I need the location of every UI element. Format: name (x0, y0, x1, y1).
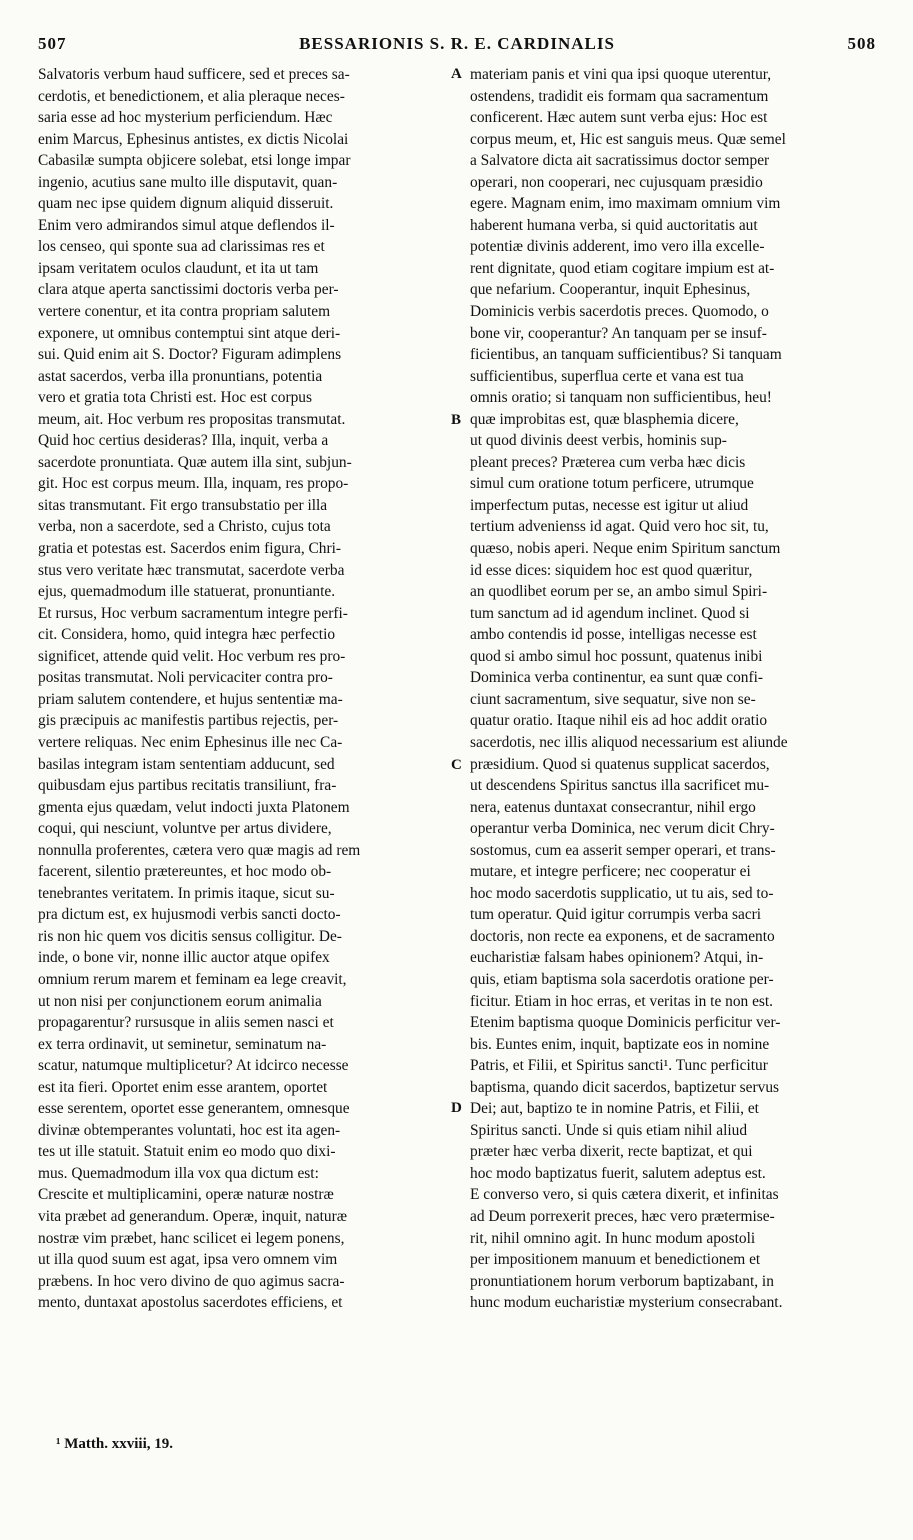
section-marker-a: A (451, 66, 462, 82)
text-line: basilas integram istam sententiam adducunt, sed (38, 755, 335, 773)
text-line: exponere, ut omnibus contemptui sint atque deri- (38, 324, 341, 342)
text-line: ostendens, tradidit eis formam qua sacramentum (470, 87, 769, 105)
text-line: ambo contendis id posse, intelligas necesse est (470, 626, 757, 644)
text-line: esse serentem, oportet esse generantem, omnesque (38, 1100, 350, 1118)
text-line: an quodlibet eorum per se, an ambo simul Spiri- (470, 583, 768, 601)
text-line: corpus meum, et, Hic est sanguis meus. Quæ semel (470, 130, 786, 148)
text-line: clara atque aperta sanctissimi doctoris verba per- (38, 281, 339, 299)
text-line: Dei; aut, baptizo te in nomine Patris, et Filii, et (470, 1100, 759, 1118)
text-line: sacerdotis, nec illis aliquod necessarium est aliunde (470, 733, 788, 751)
text-line: operari, non cooperari, nec cujusquam præsidio (470, 173, 763, 191)
text-line: conficerent. Hæc autem sunt verba ejus: Hoc est (470, 109, 768, 127)
text-line: egere. Magnam enim, imo maximam omnium vim (470, 195, 781, 213)
text-line: facerent, silentio prætereuntes, et hoc modo ob- (38, 863, 332, 881)
text-line: Salvatoris verbum haud sufficere, sed et preces sa- (38, 66, 350, 83)
text-line: potentiæ divinis adderent, imo vero illa excelle- (470, 238, 765, 256)
text-line: quam nec ipse quidem dignum aliquid disseruit. (38, 195, 334, 213)
text-line: los censeo, qui sponte sua ad clarissimas res et (38, 238, 325, 256)
text-line: inde, o bone vir, nonne illic auctor atque opifex (38, 949, 330, 967)
text-line: præsidium. Quod si quatenus supplicat sacerdos, (470, 755, 770, 773)
text-line: stus vero veritate hæc transmutat, sacerdote verba (38, 561, 345, 579)
text-line: astat sacerdos, verba illa pronuntians, potentia (38, 367, 323, 385)
text-line: nonnulla proferentes, cætera vero quæ magis ad rem (38, 841, 361, 859)
text-line: ciunt sacramentum, sive sequatur, sive non se- (470, 690, 756, 708)
text-line: cit. Considera, homo, quid integra hæc perfectio (38, 626, 336, 644)
text-line: rit, nihil omnino agit. In hunc modum apostoli (470, 1229, 756, 1247)
text-line: tum sanctum ad id agendum inclinet. Quod si (470, 604, 750, 622)
text-line: nera, eatenus duntaxat consecrantur, nihil ergo (470, 798, 756, 816)
text-line: a Salvatore dicta ait sacratissimus doctor semper (470, 152, 770, 170)
text-line: hoc modo sacerdotis supplicatio, ut tu ais, sed to- (470, 884, 774, 902)
section-marker-d: D (451, 1100, 462, 1116)
text-line: gratia et potestas est. Sacerdos enim figura, Chri- (38, 540, 342, 558)
text-line: ejus, quemadmodum ille statuerat, pronuntiante. (38, 583, 336, 601)
running-title: BESSARIONIS S. R. E. CARDINALIS (299, 34, 615, 53)
text-line: per impositionem manuum et benedictionem et (470, 1251, 761, 1269)
text-line: ut quod divinis deest verbis, hominis sup- (470, 432, 727, 450)
text-line: nostræ vim præbet, hanc scilicet ei legem ponens, (38, 1229, 345, 1247)
text-line: vertere conentur, et ita contra propriam salutem (38, 303, 331, 321)
text-line: pleant preces? Præterea cum verba hæc dicis (470, 453, 746, 471)
text-line: baptisma, quando dicit sacerdos, baptizetur servus (470, 1078, 780, 1096)
text-line: imperfectum putas, necesse est igitur ut aliud (470, 496, 749, 514)
text-line: verba, non a sacerdote, sed a Christo, cujus tota (38, 518, 331, 536)
text-line: tes ut ille statuit. Statuit enim eo modo quo dixi- (38, 1143, 336, 1161)
right-page-number: 508 (847, 34, 876, 53)
text-line: præter hæc verba dixerit, recte baptizat, et qui (470, 1143, 753, 1161)
text-line: gis præcipuis ac manifestis partibus rejectis, per- (38, 712, 339, 730)
text-line: ad Deum porrexerit preces, hæc vero prætermise- (470, 1207, 775, 1225)
text-line: tertium advenienss id agat. Quid vero hoc sit, tu, (470, 518, 769, 536)
text-line: E converso vero, si quis cætera dixerit, et infinitas (470, 1186, 779, 1204)
left-page-number: 507 (38, 34, 67, 53)
text-line: Spiritus sancti. Unde si quis etiam nihil aliud (470, 1121, 748, 1139)
text-line: simul cum oratione totum perficere, utrumque (470, 475, 754, 493)
text-line: eucharistiæ falsam habes opinionem? Atqui, in- (470, 949, 764, 967)
text-line: Cabasilæ sumpta objicere solebat, etsi longe impar (38, 152, 351, 170)
text-line: que nefarium. Cooperantur, inquit Ephesinus, (470, 281, 751, 299)
text-line: ut descendens Spiritus sanctus illa sacrificet mu- (470, 777, 770, 795)
text-line: tenebrantes veritatem. In primis itaque, sicut su- (38, 884, 335, 902)
text-line: pronuntiationem horum verborum baptizabant, in (470, 1272, 774, 1290)
text-line: tum operatur. Quid igitur corrumpis verba sacri (470, 906, 762, 924)
text-line: bone vir, cooperantur? An tanquam per se insuf- (470, 324, 767, 342)
running-header (38, 34, 876, 58)
text-line: ut illa quod suum est agat, ipsa vero omnem vim (38, 1251, 338, 1269)
text-line: hunc modum eucharistiæ mysterium consecrabant. (470, 1294, 783, 1312)
section-marker-b: B (451, 412, 462, 428)
text-line: vita præbet ad generandum. Operæ, inquit, naturæ (38, 1207, 348, 1225)
text-line: ficientibus, an tanquam sufficientibus? Si tanquam (470, 346, 782, 364)
text-line: cerdotis, et benedictionem, et alia pleraque neces- (38, 87, 345, 105)
text-line: quatur oratio. Itaque nihil eis ad hoc addit oratio (470, 712, 768, 730)
text-line: Enim vero admirandos simul atque deflendos il- (38, 216, 335, 234)
text-line: ingenio, acutius sane multo ille disputavit, quan- (38, 173, 338, 191)
left-text-column (38, 64, 447, 1314)
text-line: sufficientibus, superflua certe et vana est tua (470, 367, 744, 385)
text-line: Crescite et multiplicamini, operæ naturæ nostræ (38, 1186, 334, 1204)
text-line: sacerdote pronuntiata. Quæ autem illa sint, subjun- (38, 453, 352, 471)
text-line: Dominica verba continentur, ea sunt quæ confi- (470, 669, 764, 687)
text-line: hoc modo baptizatus fuerit, salutem adeptus est. (470, 1164, 766, 1182)
text-line: Patris, et Filii, et Spiritus sancti¹. Tunc perficitur (470, 1057, 768, 1075)
text-line: rent dignitate, quod etiam cogitare impium est at- (470, 259, 775, 277)
text-line: sostomus, cum ea asserit semper operari, et trans- (470, 841, 776, 859)
text-line: bis. Euntes enim, inquit, baptizate eos in nomine (470, 1035, 770, 1053)
text-line: saria esse ad hoc mysterium perficiendum. Hæc (38, 109, 333, 127)
text-line: propagarentur? rursusque in aliis semen nasci et (38, 1014, 334, 1032)
text-line: ut non nisi per conjunctionem eorum animalia (38, 992, 322, 1010)
text-line: quis, etiam baptisma sola sacerdotis oratione per- (470, 970, 774, 988)
text-line: quæso, nobis aperi. Neque enim Spiritum sanctum (470, 540, 781, 558)
text-line: id esse dices: siquidem hoc est quod quæritur, (470, 561, 753, 579)
text-line: coqui, qui nesciunt, voluntve per artus dividere, (38, 820, 332, 838)
text-line: vertere reliquas. Nec enim Ephesinus ille nec Ca- (38, 733, 343, 751)
text-line: est ita fieri. Oportet enim esse arantem, oportet (38, 1078, 328, 1096)
text-line: quod si ambo simul hoc possunt, quatenus inibi (470, 647, 763, 665)
text-line: git. Hoc est corpus meum. Illa, inquam, res propo- (38, 475, 349, 493)
text-line: enim Marcus, Ephesinus antistes, ex dictis Nicolai (38, 130, 349, 148)
text-line: Et rursus, Hoc verbum sacramentum integre perfi- (38, 604, 348, 622)
right-text-column (470, 64, 876, 1314)
text-line: quibusdam ejus partibus recitatis transiliunt, fra- (38, 777, 337, 795)
text-line: haberent humana verba, si quid auctoritatis aut (470, 216, 758, 234)
text-line: gmenta ejus quædam, velut indocti juxta Platonem (38, 798, 350, 816)
text-line: significet, attende quid velit. Hoc verbum res pro- (38, 647, 346, 665)
text-line: divinæ obtemperantes voluntati, hoc est ita agen- (38, 1121, 341, 1139)
text-line: omnis oratio; si tanquam non sufficientibus, heu! (470, 389, 772, 407)
text-line: Dominicis verbis sacerdotis preces. Quomodo, o (470, 303, 769, 321)
text-line: Etenim baptisma quoque Dominicis perficitur ver- (470, 1014, 781, 1032)
text-line: operantur verba Dominica, nec verum dicit Chry- (470, 820, 775, 838)
text-line: quæ improbitas est, quæ blasphemia dicere, (470, 410, 739, 428)
section-marker-c: C (451, 757, 462, 773)
text-line: præbens. In hoc vero divino de quo agimus sacra- (38, 1272, 345, 1290)
text-line: Quid hoc certius desideras? Illa, inquit, verba a (38, 432, 329, 450)
text-line: meum, ait. Hoc verbum res propositas transmutat. (38, 410, 346, 428)
text-line: doctoris, non recte ea exponens, et de sacramento (470, 927, 775, 945)
text-line: ris non hic quem vos dicitis sensus colligitur. De- (38, 927, 342, 945)
text-line: omnium rerum marem et feminam ea lege creavit, (38, 970, 347, 988)
text-line: sitas transmutant. Fit ergo transubstatio per illa (38, 496, 328, 514)
text-line: mus. Quemadmodum illa vox qua dictum est: (38, 1164, 319, 1182)
text-line: vero et gratia tota Christi est. Hoc est corpus (38, 389, 312, 407)
text-line: ficitur. Etiam in hoc erras, et veritas in te non est. (470, 992, 774, 1010)
footnote: ¹ Matth. xxviii, 19. (56, 1436, 173, 1452)
text-line: ipsam veritatem oculos claudunt, et ita ut tam (38, 259, 319, 277)
text-line: materiam panis et vini qua ipsi quoque uterentur, (470, 66, 772, 83)
text-line: scatur, natumque multiplicetur? At idcirco necesse (38, 1057, 349, 1075)
text-line: priam salutem contendere, et hujus sententiæ ma- (38, 690, 343, 708)
text-line: mento, duntaxat apostolus sacerdotes efficiens, et (38, 1294, 343, 1312)
text-line: pra dictum est, ex hujusmodi verbis sancti docto- (38, 906, 341, 924)
text-line: sui. Quid enim ait S. Doctor? Figuram adimplens (38, 346, 342, 364)
text-line: positas transmutat. Noli pervicaciter contra pro- (38, 669, 333, 687)
text-line: ex terra ordinavit, ut seminetur, seminatum na- (38, 1035, 327, 1053)
text-line: mutare, et integre perficere; nec cooperatur ei (470, 863, 751, 881)
